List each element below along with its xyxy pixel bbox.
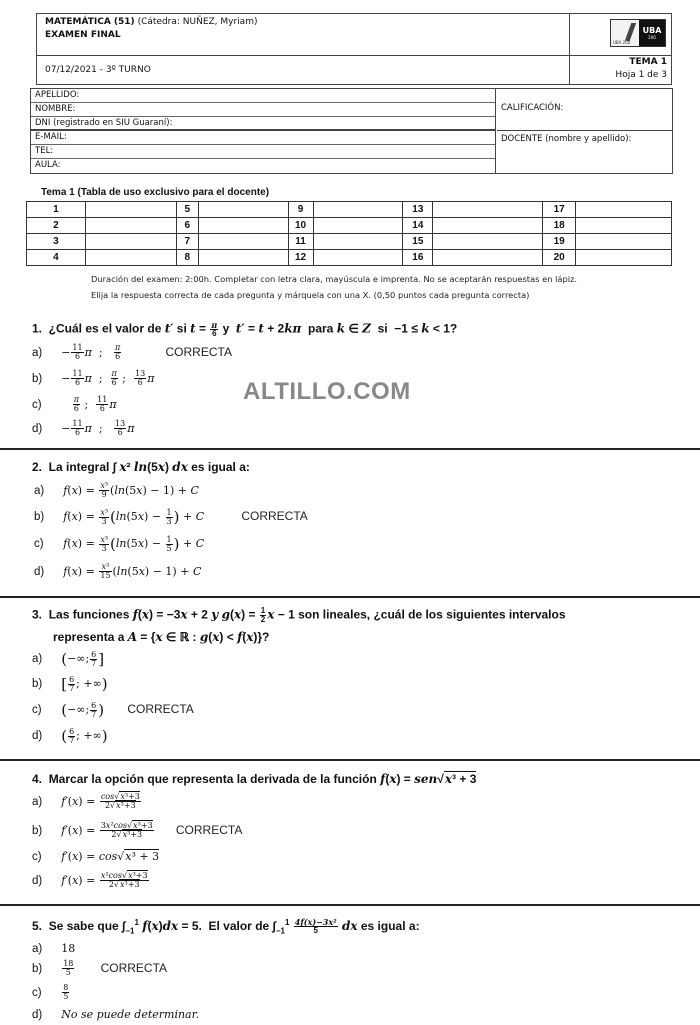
answer-cell[interactable] <box>576 250 672 266</box>
uba-logo <box>610 19 666 47</box>
option-label: a) <box>32 795 43 808</box>
question-5-option-c[interactable]: c) $\frac{8}{5}$ <box>32 983 69 1001</box>
question-2-stem: 2. La integral ∫ x² ln(5x) dx es igual a: <box>32 460 250 474</box>
question-4-stem: 4. Marcar la opción que representa la derivada de la función f(x) = sen√x³ + 3 <box>32 772 477 786</box>
teacher-table-title: Tema 1 (Tabla de uso exclusivo para el docente) <box>41 187 270 198</box>
uba-logo-text: UBA 200 <box>639 20 665 46</box>
option-label: d) <box>34 565 45 578</box>
question-1-option-a[interactable]: a) − $\frac{11}{6}$ π ; $\frac{\pi}{6}$ CORRECTA <box>32 343 232 361</box>
question-number: 12 <box>288 250 313 266</box>
answer-cell[interactable] <box>433 234 543 250</box>
question-separator <box>0 596 700 598</box>
answer-cell[interactable] <box>433 250 543 266</box>
correct-marker: CORRECTA <box>127 702 194 716</box>
correct-marker: CORRECTA <box>241 509 308 523</box>
table-row <box>27 218 672 234</box>
field-docente[interactable]: DOCENTE (nombre y apellido): <box>501 134 632 144</box>
question-1-stem: 1. ¿Cuál es el valor de t′ si t = $\frac{\pi}{6}$ y t′ = t + 2kπ para k ∈ Z si −1 ≤ k < 1? <box>32 320 458 338</box>
field-email[interactable]: E-MAIL: <box>31 131 495 145</box>
option-label: b) <box>32 824 43 837</box>
answer-cell[interactable] <box>198 250 288 266</box>
question-number: 18 <box>543 218 576 234</box>
question-2-option-b[interactable]: b) f(x) = $\frac{\text{x³}}{3}$ (ln(5x) − $\frac{1}{3}$ ) + C CORRECTA <box>34 507 308 526</box>
question-number: 1 <box>27 202 86 218</box>
question-number: 19 <box>543 234 576 250</box>
exam-header <box>36 13 672 85</box>
course-title <box>45 17 257 27</box>
instructions-answer: Elija la respuesta correcta de cada pregunta y márquela con una X. (0,50 puntos cada pregunta correcta) <box>91 290 530 300</box>
question-2-option-a[interactable]: a) f(x) = $\frac{\text{x³}}{9}$ (ln(5x) − 1) + C <box>34 481 199 499</box>
answer-cell[interactable] <box>313 202 403 218</box>
question-3-option-d[interactable]: d) ( $\frac{6}{7}$ ; +∞) <box>32 726 108 745</box>
option-label: b) <box>32 962 43 975</box>
option-label: a) <box>32 346 43 359</box>
question-number: 4. <box>32 772 43 786</box>
option-label: b) <box>34 511 45 523</box>
option-label: d) <box>32 1009 43 1021</box>
question-1-option-c[interactable]: c) $\frac{\pi}{6}$ ; $\frac{11}{6}$ π <box>32 395 117 413</box>
question-number: 7 <box>176 234 198 250</box>
question-4-option-d[interactable]: d) f′(x) = $\frac{\text{x²cos√x³+3}}{\text{2√x³+3}}$ <box>32 871 148 889</box>
field-nombre[interactable]: NOMBRE: <box>31 103 495 117</box>
student-fields <box>31 89 496 173</box>
question-number: 2 <box>27 218 86 234</box>
question-3-stem-line2: representa a A = {x ∈ ℝ : g(x) < f(x)}? <box>53 630 270 644</box>
option-label: b) <box>32 678 43 690</box>
option-label: c) <box>32 986 42 999</box>
answer-cell[interactable] <box>576 218 672 234</box>
question-5-option-d[interactable] <box>32 1008 199 1021</box>
option-label: a) <box>32 653 43 665</box>
question-3-option-a[interactable]: a) (−∞; $\frac{6}{7}$ ] <box>32 649 105 668</box>
question-number: 15 <box>403 234 433 250</box>
question-number: 13 <box>403 202 433 218</box>
answer-cell[interactable] <box>313 218 403 234</box>
teacher-answer-table <box>26 201 672 266</box>
option-label: d) <box>32 730 43 742</box>
answer-cell[interactable] <box>313 250 403 266</box>
table-row <box>27 234 672 250</box>
question-number: 5. <box>32 919 43 933</box>
field-calificacion[interactable]: CALIFICACIÓN: <box>497 89 672 131</box>
question-3-stem: 3. Las funciones f(x) = −3x + 2 y g(x) = $\frac{1}{2}$ x − 1 son lineales, ¿cuál de los siguientes intervalos <box>32 606 566 624</box>
question-number: 6 <box>176 218 198 234</box>
question-number: 10 <box>288 218 313 234</box>
correct-marker: CORRECTA <box>165 344 232 359</box>
question-number: 3. <box>32 607 43 622</box>
question-number: 11 <box>288 234 313 250</box>
page-indicator: Hoja 1 de 3 <box>615 70 667 80</box>
table-row <box>27 250 672 266</box>
instructions-duration: Duración del examen: 2:00h. Completar con letra clara, mayúscula e imprenta. No se aceptarán respuestas en lápiz. <box>91 274 578 284</box>
answer-cell[interactable] <box>198 234 288 250</box>
question-2-option-d[interactable]: d) f(x) = $\frac{\text{x³}}{15}$ (ln(5x) − 1) + C <box>34 562 202 580</box>
question-number: 3 <box>27 234 86 250</box>
option-label: d) <box>32 422 43 435</box>
question-number: 4 <box>27 250 86 266</box>
header-divider <box>569 14 570 84</box>
table-row <box>27 202 672 218</box>
answer-cell[interactable] <box>576 202 672 218</box>
question-number: 17 <box>543 202 576 218</box>
tema-label: TEMA 1 <box>629 57 667 67</box>
question-separator <box>0 759 700 761</box>
watermark: ALTILLO.COM <box>243 378 411 405</box>
option-label: d) <box>32 874 43 887</box>
question-5-option-b[interactable]: b) $\frac{18}{5}$ CORRECTA <box>32 959 168 977</box>
field-apellido[interactable]: APELLIDO: <box>31 89 495 103</box>
option-value: No se puede determinar. <box>61 1008 200 1021</box>
answer-cell[interactable] <box>85 202 176 218</box>
question-1-option-b[interactable]: b) − $\frac{11}{6}$ π ; $\frac{\pi}{6}$ ; $\frac{13}{6}$ π <box>32 369 155 387</box>
question-number: 16 <box>403 250 433 266</box>
question-2-option-c[interactable]: c) f(x) = $\frac{\text{x³}}{3}$ (ln(5x) − $\frac{1}{5}$ ) + C <box>34 534 205 553</box>
question-3-option-c[interactable]: c) (−∞; $\frac{6}{7}$ ) CORRECTA <box>32 700 194 719</box>
question-number: 14 <box>403 218 433 234</box>
exam-date: 07/12/2021 - 3º TURNO <box>45 65 151 75</box>
option-label: c) <box>32 704 42 716</box>
answer-cell[interactable] <box>85 234 176 250</box>
correct-marker: CORRECTA <box>100 960 168 975</box>
answer-cell[interactable] <box>198 202 288 218</box>
uba-logo-emblem: UBA 200 <box>611 20 639 46</box>
option-label: b) <box>32 372 43 385</box>
question-5-option-a[interactable] <box>32 942 75 955</box>
answer-cell[interactable] <box>433 202 543 218</box>
question-number: 9 <box>288 202 313 218</box>
field-dni[interactable]: DNI (registrado en SIU Guaraní): <box>31 117 495 131</box>
question-number: 5 <box>176 202 198 218</box>
question-number: 1. <box>32 321 43 336</box>
option-label: a) <box>34 484 45 497</box>
exam-type: EXAMEN FINAL <box>45 30 121 40</box>
option-value: 18 <box>61 942 76 955</box>
student-info-table <box>30 88 673 174</box>
question-3-option-b[interactable]: b) [ $\frac{6}{7}$ ; +∞) <box>32 674 108 693</box>
answer-cell[interactable] <box>85 250 176 266</box>
answer-cell[interactable] <box>576 234 672 250</box>
course-chair: (Cátedra: NUÑEZ, Myriam) <box>137 17 258 27</box>
question-5-stem: 5. Se sabe que $\int_{-1}^1$ f(x)dx = 5. El valor de $\int_{-1}^1$ $\frac{\text{4f(x)−3x²}}{5}$ dx es igual a: <box>32 917 420 936</box>
grading-fields <box>497 89 672 173</box>
question-4-option-a[interactable]: a) f′(x) = $\frac{\text{cos√x³+3}}{\text{2√x³+3}}$ <box>32 792 140 810</box>
question-number: 20 <box>543 250 576 266</box>
question-4-option-b[interactable]: b) f′(x) = $\frac{\text{3x²cos√x³+3}}{\text{2√x³+3}}$ CORRECTA <box>32 821 243 839</box>
answer-cell[interactable] <box>433 218 543 234</box>
question-1-option-d[interactable]: d) − $\frac{11}{6}$ π ; $\frac{13}{6}$ π <box>32 419 135 437</box>
answer-cell[interactable] <box>85 218 176 234</box>
header-divider <box>37 55 671 56</box>
correct-marker: CORRECTA <box>175 822 243 837</box>
answer-cell[interactable] <box>198 218 288 234</box>
option-label: c) <box>32 398 42 411</box>
question-separator <box>0 904 700 906</box>
field-aula[interactable]: AULA: <box>35 160 61 170</box>
question-number: 8 <box>176 250 198 266</box>
course-name: MATEMÁTICA (51) <box>45 17 135 27</box>
field-tel[interactable]: TEL: <box>31 145 495 159</box>
question-4-option-c[interactable]: c) f′(x) = cos√x³ + 3 <box>32 850 160 863</box>
option-label: a) <box>32 943 43 955</box>
option-label: c) <box>34 538 44 550</box>
question-separator <box>0 448 700 450</box>
question-number: 2. <box>32 460 43 474</box>
option-label: c) <box>32 851 42 863</box>
answer-cell[interactable] <box>313 234 403 250</box>
